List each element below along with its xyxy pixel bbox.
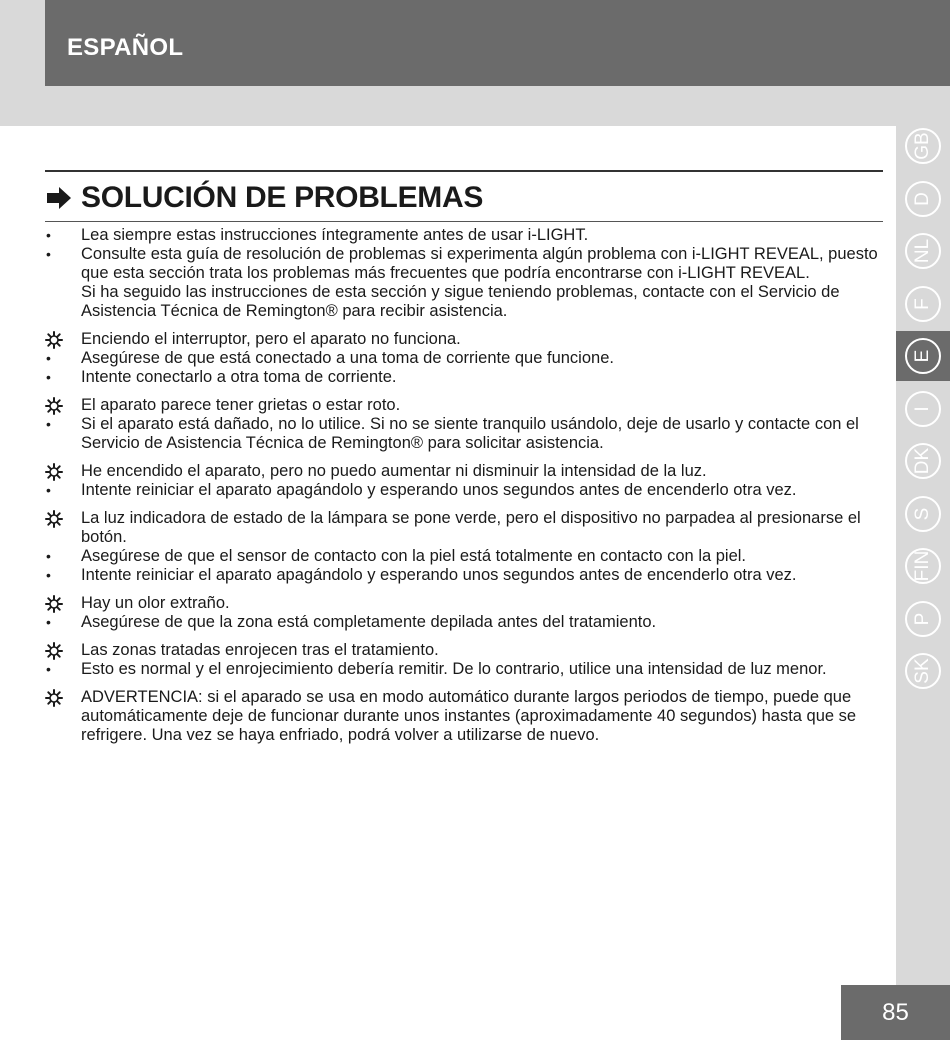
language-tab-i[interactable] — [901, 384, 945, 434]
problem-text: Hay un olor extraño. — [81, 594, 230, 612]
problem-text: ADVERTENCIA: si el aparado se usa en modo automático durante largos periodos de tiempo, puede que automáticamente deje de funcionar durante unos instantes (aproximadamente 40 segundos) hasta que se refrigere. Una vez se haya enfriado, podrá volver a utilizarse de nuevo. — [81, 688, 857, 744]
language-tab-nl[interactable] — [901, 226, 945, 276]
problem-item — [45, 641, 880, 660]
spacer — [45, 585, 880, 594]
problem-text: La luz indicadora de estado de la lámpara se pone verde, pero el dispositivo no parpadea al presionarse el botón. — [81, 509, 861, 546]
bullet — [45, 415, 81, 453]
language-tab-f[interactable] — [901, 279, 945, 329]
solution-text: Si el aparato está dañado, no lo utilice. Si no se siente tranquilo usándolo, deje de usarlo y contacte con el Servicio de Asistencia Técnica de Remington® para solicitar asistencia. — [81, 415, 859, 452]
solution-item — [45, 368, 880, 387]
problem-text: El aparato parece tener grietas o estar roto. — [81, 396, 401, 414]
intro-text: Consulte esta guía de resolución de problemas si experimenta algún problema con i-LIGHT REVEAL, puesto que esta sección trata los problemas más frecuentes que podría encontrarse con i-LIGHT REVEAL. — [81, 245, 878, 282]
intro-note: Si ha seguido las instrucciones de esta sección y sigue teniendo problemas, contacte con el Servicio de Asistencia Técnica de Remington® para recibir asistencia. — [81, 283, 840, 320]
section-title-text: SOLUCIÓN DE PROBLEMAS — [81, 181, 484, 214]
language-code: GB — [912, 132, 933, 160]
solution-text: Asegúrese de que el sensor de contacto con la piel está totalmente en contacto con la piel. — [81, 547, 747, 565]
bullet — [45, 226, 81, 245]
problem-text: He encendido el aparato, pero no puedo aumentar ni disminuir la intensidad de la luz. — [81, 462, 707, 480]
language-code: S — [912, 507, 933, 520]
solution-item — [45, 349, 880, 368]
problem-block — [45, 396, 880, 453]
language-tab-fin[interactable] — [901, 541, 945, 591]
solution-text: Intente reiniciar el aparato apagándolo y esperando unos segundos antes de encenderlo otra vez. — [81, 566, 797, 584]
language-code: F — [912, 297, 933, 310]
solution-item — [45, 613, 880, 632]
problem-block — [45, 330, 880, 387]
title-rule-top — [45, 170, 883, 172]
spacer — [45, 632, 880, 641]
language-tab-d[interactable] — [901, 174, 945, 224]
spacer — [45, 387, 880, 396]
marker — [45, 509, 81, 547]
problem-item — [45, 462, 880, 481]
language-code: I — [912, 405, 933, 412]
language-sidebar — [896, 126, 950, 1040]
problem-block — [45, 688, 880, 745]
solution-text: Intente conectarlo a otra toma de corriente. — [81, 368, 397, 386]
problem-item — [45, 509, 880, 547]
problem-block — [45, 594, 880, 632]
solution-text: Asegúrese de que está conectado a una toma de corriente que funcione. — [81, 349, 614, 367]
problem-block — [45, 641, 880, 679]
language-code: FIN — [912, 550, 933, 582]
spacer — [45, 321, 880, 330]
sun-icon — [45, 595, 63, 613]
solution-text: Asegúrese de que la zona está completamente depilada antes del tratamiento. — [81, 613, 657, 631]
sun-icon — [45, 689, 63, 707]
language-code: DK — [912, 447, 933, 475]
solution-item — [45, 547, 880, 566]
bullet — [45, 566, 81, 585]
sun-icon — [45, 642, 63, 660]
problem-text: Las zonas tratadas enrojecen tras el tratamiento. — [81, 641, 439, 659]
marker — [45, 396, 81, 415]
problem-item — [45, 594, 880, 613]
bullet — [45, 613, 81, 632]
solution-item — [45, 415, 880, 453]
marker — [45, 462, 81, 481]
header-bar — [45, 0, 950, 86]
sun-icon — [45, 397, 63, 415]
title-rule-bottom — [45, 221, 883, 222]
language-tab-e[interactable] — [896, 331, 950, 381]
spacer — [45, 500, 880, 509]
language-tab-s[interactable] — [901, 489, 945, 539]
bullet — [45, 368, 81, 387]
arrow-right-icon — [45, 185, 73, 211]
language-code: NL — [912, 238, 933, 264]
problem-item — [45, 330, 880, 349]
page-number: 85 — [841, 985, 950, 1040]
language-tab-sk[interactable] — [901, 646, 945, 696]
marker — [45, 641, 81, 660]
header-title: ESPAÑOL — [67, 34, 184, 61]
problem-text: Enciendo el interruptor, pero el aparato no funciona. — [81, 330, 461, 348]
solution-item — [45, 660, 880, 679]
sun-icon — [45, 331, 63, 349]
solution-text: Intente reiniciar el aparato apagándolo y esperando unos segundos antes de encenderlo otra vez. — [81, 481, 797, 499]
language-code: D — [912, 191, 933, 206]
bullet — [45, 349, 81, 368]
section-title — [45, 181, 483, 215]
problem-block — [45, 462, 880, 500]
solution-text: Esto es normal y el enrojecimiento debería remitir. De lo contrario, utilice una intensidad de luz menor. — [81, 660, 827, 678]
language-code: E — [912, 349, 933, 363]
marker — [45, 330, 81, 349]
sun-icon — [45, 463, 63, 481]
sun-icon — [45, 510, 63, 528]
solution-item — [45, 566, 880, 585]
problem-item — [45, 396, 880, 415]
intro-item — [45, 226, 880, 245]
language-tab-dk[interactable] — [901, 436, 945, 486]
problem-item — [45, 688, 880, 745]
bullet — [45, 481, 81, 500]
bullet — [45, 547, 81, 566]
intro-item — [45, 245, 880, 283]
marker — [45, 594, 81, 613]
spacer — [45, 453, 880, 462]
solution-item — [45, 481, 880, 500]
language-tab-gb[interactable] — [901, 121, 945, 171]
problem-list — [45, 321, 880, 745]
marker — [45, 688, 81, 745]
language-code: P — [912, 612, 933, 625]
bullet — [45, 245, 81, 283]
spacer — [45, 679, 880, 688]
problem-block — [45, 509, 880, 585]
bullet — [45, 660, 81, 679]
intro-text: Lea siempre estas instrucciones íntegramente antes de usar i-LIGHT. — [81, 226, 589, 244]
language-code: SK — [912, 658, 933, 684]
troubleshooting-content — [45, 226, 880, 745]
language-tab-p[interactable] — [901, 594, 945, 644]
